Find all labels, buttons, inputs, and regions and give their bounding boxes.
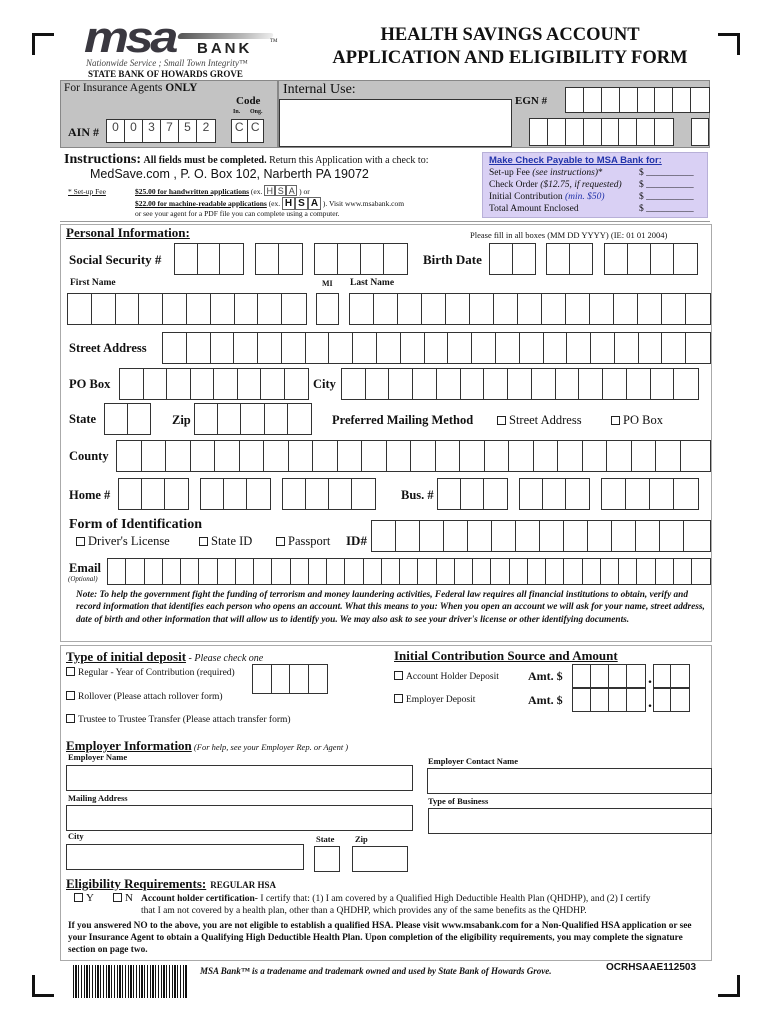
middle-initial-input[interactable] (316, 293, 339, 325)
employer-city-label: City (68, 831, 84, 841)
logo-tagline: Nationwide Service ; Small Town Integrity™ (86, 58, 248, 68)
barcode-icon (73, 965, 188, 998)
contribution-year-input[interactable] (252, 664, 328, 694)
amount-label-2: Amt. $ (528, 693, 563, 707)
employer-name-label: Employer Name (68, 752, 128, 762)
internal-use-field[interactable] (279, 99, 512, 147)
logo-msa-text: msa (84, 13, 175, 62)
id-number-input[interactable] (371, 520, 711, 552)
mi-label: MI (322, 279, 333, 288)
payment-row-check-order: Check Order ($12.75, if requested) $ __________ (489, 180, 694, 190)
employer-contact-input[interactable] (427, 768, 712, 794)
deposit-option-rollover[interactable]: Rollover (Please attach rollover form) (66, 691, 223, 702)
deposit-option-trustee-transfer[interactable]: Trustee to Trustee Transfer (Please attach transfer form) (66, 714, 291, 725)
employer-zip-input[interactable] (352, 846, 408, 872)
birth-year[interactable] (604, 243, 698, 275)
trademark-notice: MSA Bank™ is a tradename and trademark owned and used by State Bank of Howards Grove. (200, 966, 552, 976)
id-option-state-id[interactable]: State ID (199, 534, 252, 549)
passport-checkbox[interactable] (276, 537, 285, 546)
registration-mark-top-left (32, 33, 54, 55)
city-label: City (313, 377, 336, 391)
institution-name: STATE BANK OF HOWARDS GROVE (88, 69, 243, 79)
internal-use-section (278, 80, 710, 148)
birth-day[interactable] (546, 243, 593, 275)
eligibility-heading: Eligibility Requirements: REGULAR HSA (66, 876, 276, 891)
home-phone-area[interactable] (118, 478, 189, 510)
account-holder-amount-dollars[interactable] (572, 664, 646, 688)
birth-month[interactable] (489, 243, 536, 275)
state-label: State (69, 412, 97, 426)
employer-mailing-label: Mailing Address (68, 793, 128, 803)
po-box-checkbox[interactable] (611, 416, 620, 425)
state-id-checkbox[interactable] (199, 537, 208, 546)
registration-mark-bottom-right (718, 975, 740, 997)
source-option-account-holder[interactable]: Account Holder Deposit (394, 671, 499, 682)
personal-info-heading: Personal Information: (66, 225, 190, 240)
ssn-part-1[interactable] (174, 243, 244, 275)
county-label: County (69, 449, 109, 463)
employer-info-heading: Employer Information (For help, see your Employer Rep. or Agent ) (66, 738, 349, 753)
po-box-input[interactable] (119, 368, 309, 400)
home-phone-line[interactable] (282, 478, 376, 510)
instructions-text: Instructions: All fields must be completed. Return this Application with a check to: (64, 152, 429, 167)
patriot-act-note: Note: To help the government fight the funding of terrorism and money laundering activities, Federal law requires all financial institutions to obtain, verify and record information that identifies each person who opens an account. What this means to you: When you open an account we will ask for your name, street address, date of birth and other information that will allow us to identify you. We may also ask to see your driver's license or other identifying documents. (76, 590, 705, 625)
street-address-label: Street Address (69, 341, 147, 355)
title-line-1: HEALTH SAVINGS ACCOUNT (380, 25, 640, 45)
account-holder-checkbox[interactable] (394, 671, 403, 680)
city-input[interactable] (341, 368, 699, 400)
home-phone-label: Home # (69, 488, 111, 502)
id-option-passport[interactable]: Passport (276, 534, 330, 549)
logo-bank-text: BANK (197, 40, 253, 57)
code-label: Code (236, 95, 261, 107)
code-ong-label: Ong. (250, 109, 263, 115)
email-optional-label: (Optional) (68, 575, 98, 583)
employer-amount-dollars[interactable] (572, 688, 646, 712)
date-format-hint: Please fill in all boxes (MM DD YYYY) (IE: 01 01 2004) (470, 230, 668, 240)
ssn-part-3[interactable] (314, 243, 408, 275)
county-input[interactable] (116, 440, 711, 472)
logo-tm: TM (270, 39, 278, 44)
zip-input[interactable] (194, 403, 312, 435)
eligibility-yes-option[interactable]: Y (74, 892, 94, 904)
machine-fee-text: $22.00 for machine-readable applications (ex. H S A ). Visit www.msabank.com (135, 198, 405, 209)
business-type-input[interactable] (428, 808, 712, 834)
employer-name-input[interactable] (66, 765, 413, 791)
employer-mailing-input[interactable] (66, 805, 413, 831)
eligibility-yes-checkbox[interactable] (74, 893, 83, 902)
certification-text: Account holder certification- I certify that: (1) I am covered by a Qualified High Deductible Health Plan (QHDHP), and (2) I certify that I am not covered by a health plan, other than a QHDHP, which provides any of the same benefits as the QHDHP. (141, 894, 651, 916)
payment-row-initial-contribution: Initial Contribution (min. $50) $ __________ (489, 192, 694, 202)
street-address-checkbox[interactable] (497, 416, 506, 425)
amount-label-1: Amt. $ (528, 669, 563, 683)
employer-zip-label: Zip (355, 834, 368, 844)
pdf-note: or see your agent for a PDF file you can complete using a computer. (135, 209, 340, 218)
employer-state-input[interactable] (314, 846, 340, 872)
trustee-transfer-checkbox[interactable] (66, 714, 75, 723)
id-number-label: ID# (346, 533, 367, 548)
form-of-id-label: Form of Identification (69, 517, 202, 532)
state-input[interactable] (104, 403, 151, 435)
preferred-mailing-label: Preferred Mailing Method (332, 413, 474, 427)
payment-row-setup-fee: Set-up Fee (see instructions)* $ __________ (489, 168, 694, 178)
employer-state-label: State (316, 834, 335, 844)
rollover-checkbox[interactable] (66, 691, 75, 700)
code-input[interactable]: C C (231, 119, 264, 143)
decimal-point-2: . (648, 694, 652, 711)
decimal-point-1: . (648, 670, 652, 687)
eligibility-warning: If you answered NO to the above, you are not eligible to establish a qualified HSA. Please visit www.msabank.com for a Non-Qualified HSA application or see your Insurance Agent to obtain a Qualifying High Deductible Health Plan. Upon completion of the eligibility requirements, you may complete the signature section on page two. (68, 921, 692, 955)
zip-label: Zip (172, 413, 191, 427)
check-payable-heading: Make Check Payable to MSA Bank for: (489, 155, 662, 166)
handwritten-example: H S A (264, 187, 297, 196)
ssn-part-2[interactable] (255, 243, 303, 275)
business-phone-area[interactable] (437, 478, 508, 510)
form-code: OCRHSAAE112503 (606, 962, 697, 973)
egn-label: EGN # (515, 95, 548, 107)
home-phone-prefix[interactable] (200, 478, 271, 510)
mailing-option-po-box[interactable]: PO Box (611, 413, 663, 428)
employer-deposit-checkbox[interactable] (394, 694, 403, 703)
last-name-input[interactable] (349, 293, 711, 325)
street-address-input[interactable] (162, 332, 711, 364)
ain-label: AIN # (68, 125, 100, 139)
deposit-option-regular[interactable]: Regular - Year of Contribution (required) (66, 667, 235, 678)
business-type-label: Type of Business (428, 796, 489, 806)
first-name-label: First Name (70, 278, 116, 288)
internal-use-label: Internal Use: (283, 82, 356, 97)
insurance-agent-section (60, 80, 278, 148)
id-option-drivers-license[interactable]: Driver's License (76, 534, 170, 549)
email-label: Email (69, 561, 101, 575)
logo-swoosh-icon (177, 33, 274, 39)
egn-input-row-1[interactable] (565, 87, 710, 113)
regular-checkbox[interactable] (66, 667, 75, 676)
registration-mark-bottom-left (32, 975, 54, 997)
last-name-label: Last Name (350, 278, 395, 288)
employer-city-input[interactable] (66, 844, 304, 870)
agent-only-label: For Insurance Agents ONLY (64, 82, 198, 94)
setup-fee-label: * Set-up Fee (68, 187, 106, 196)
mailing-address: MedSave.com , P. O. Box 102, Narberth PA 19072 (90, 167, 369, 181)
source-option-employer[interactable]: Employer Deposit (394, 694, 475, 705)
business-phone-line[interactable] (601, 478, 699, 510)
form-title (300, 24, 720, 70)
check-payable-box (482, 152, 708, 218)
eligibility-no-checkbox[interactable] (113, 893, 122, 902)
title-line-2: APPLICATION AND ELIGIBILITY FORM (332, 48, 688, 68)
machine-example: H S A (282, 199, 321, 208)
drivers-license-checkbox[interactable] (76, 537, 85, 546)
ssn-label: Social Security # (69, 252, 162, 267)
email-input[interactable] (107, 558, 711, 585)
egn-check-digit[interactable] (691, 118, 709, 146)
business-phone-prefix[interactable] (519, 478, 590, 510)
po-box-label: PO Box (69, 377, 111, 391)
payment-row-total: Total Amount Enclosed $ __________ (489, 204, 694, 214)
registration-mark-top-right (718, 33, 740, 55)
business-phone-label: Bus. # (401, 488, 434, 502)
handwritten-fee-text: $25.00 for handwritten applications (ex. H S A ) or (135, 186, 310, 196)
eligibility-no-option[interactable]: N (113, 892, 133, 904)
employer-amount-cents[interactable] (653, 688, 690, 712)
first-name-input[interactable] (67, 293, 307, 325)
deposit-type-heading: Type of initial deposit - Please check one (66, 649, 264, 664)
code-in-label: In. (233, 109, 241, 115)
birth-date-label: Birth Date (423, 252, 482, 267)
egn-input-row-2[interactable] (529, 118, 674, 146)
ain-input[interactable]: 0 0 3 7 5 2 (106, 119, 216, 143)
account-holder-amount-cents[interactable] (653, 664, 690, 688)
employer-contact-label: Employer Contact Name (428, 756, 519, 766)
contribution-source-heading: Initial Contribution Source and Amount (394, 648, 618, 663)
mailing-option-street[interactable]: Street Address (497, 413, 582, 428)
